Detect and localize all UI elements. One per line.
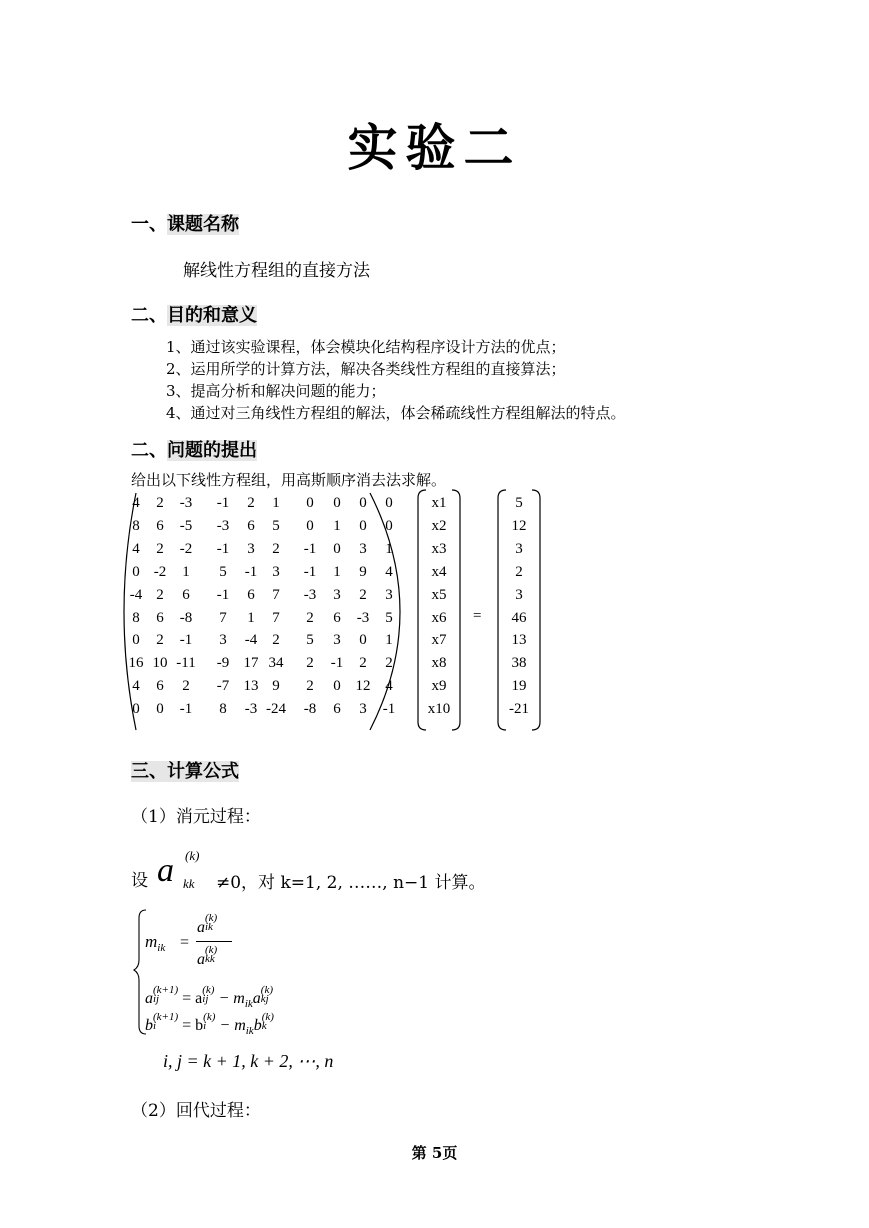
rhs-cell: -21	[509, 701, 529, 718]
matrix-cell: 3	[247, 540, 255, 557]
matrix-cell: 0	[132, 701, 140, 718]
matrix-cell: 3	[359, 701, 367, 718]
rhs-cell: 13	[511, 632, 527, 649]
matrix-cell: 6	[247, 586, 255, 603]
matrix-cell: -8	[303, 701, 317, 718]
step-elimination: （1）消元过程：	[131, 807, 261, 827]
matrix-cell: 4	[132, 495, 140, 511]
rhs-cell: 38	[511, 655, 527, 672]
matrix-cell: -3	[303, 586, 317, 603]
rhs-cell: 3	[515, 540, 523, 557]
rhs-cell: 46	[511, 609, 527, 626]
matrix-cell: 1	[182, 563, 190, 580]
section-heading-formula	[131, 757, 239, 783]
formula-a-update: a (k+1) ij = a (k) ij − $m_{ik}a$ (k) kj	[145, 984, 274, 1010]
unknown-cell: x9	[431, 678, 447, 695]
matrix-cell: -7	[216, 678, 230, 695]
matrix-cell: 6	[247, 517, 255, 534]
condition-a: a	[157, 852, 174, 889]
matrix-cell: 7	[272, 586, 280, 603]
matrix-cell: 3	[333, 586, 341, 603]
matrix-cell: 3	[219, 632, 227, 649]
matrix-cell: 34	[268, 655, 284, 672]
fraction-bar	[196, 941, 232, 942]
rhs-cell: 5	[515, 495, 523, 511]
matrix-cell: 7	[272, 609, 280, 626]
rhs-cell: 19	[511, 678, 527, 695]
unknown-cell: x7	[431, 632, 447, 649]
matrix-cell: -9	[216, 655, 230, 672]
matrix-cell: 0	[306, 517, 314, 534]
matrix-cell: -8	[179, 609, 193, 626]
formula-m: $m_{ik}$	[145, 932, 166, 954]
matrix-cell: -1	[330, 655, 344, 672]
matrix-cell: 6	[156, 678, 164, 695]
matrix-cell: 0	[385, 517, 393, 534]
matrix-cell: -1	[303, 563, 317, 580]
matrix-cell: -1	[216, 586, 230, 603]
matrix-cell: 17	[243, 655, 259, 672]
rhs-cell: 12	[511, 517, 527, 534]
matrix-cell: 9	[272, 678, 280, 695]
matrix-cell: -1	[244, 563, 258, 580]
matrix-cell: 6	[156, 517, 164, 534]
matrix-cell: -5	[179, 517, 193, 534]
matrix-cell: 2	[156, 495, 164, 511]
matrix-cell: 2	[272, 540, 280, 557]
unknown-cell: x4	[431, 563, 447, 580]
section-number: 一、	[131, 214, 167, 235]
matrix-cell: -4	[244, 632, 258, 649]
condition-sub: kk	[183, 876, 195, 891]
matrix-cell: 1	[385, 540, 393, 557]
matrix-cell: 3	[359, 540, 367, 557]
fraction-denominator: a (k) kk	[197, 944, 218, 968]
matrix-cell: 16	[128, 655, 144, 672]
section-title: 目的和意义	[167, 305, 257, 326]
unknown-cell: x2	[431, 517, 447, 534]
matrix-cell: 2	[306, 678, 314, 695]
matrix-cell: 9	[359, 563, 367, 580]
matrix-cell: 4	[385, 563, 393, 580]
matrix-cell: 4	[132, 540, 140, 557]
matrix-cell: 13	[243, 678, 259, 695]
condition-prefix: 设	[131, 871, 148, 891]
condition-text: ≠0，对 k=1, 2, ……, n−1 计算。	[216, 873, 486, 893]
matrix-cell: 8	[132, 609, 140, 626]
matrix-cell: -3	[179, 495, 193, 511]
matrix-cell: 0	[333, 540, 341, 557]
matrix-cell: 10	[152, 655, 168, 672]
matrix-cell: -3	[244, 701, 258, 718]
page-number: 第 5页	[411, 1144, 458, 1162]
matrix-cell: -2	[179, 540, 193, 557]
matrix-cell: 2	[272, 632, 280, 649]
matrix-cell: 2	[359, 586, 367, 603]
matrix-cell: -1	[216, 495, 230, 511]
topic-name: 解线性方程组的直接方法	[183, 261, 370, 281]
matrix-cell: -2	[153, 563, 167, 580]
matrix-cell: -11	[176, 655, 196, 672]
formula-b-update: b (k+1) i = b (k) i − $m_{ik}b$ (k) k	[145, 1011, 274, 1037]
matrix-cell: 0	[132, 632, 140, 649]
formula-equals: =	[180, 934, 190, 951]
matrix-cell: 0	[132, 563, 140, 580]
fraction-numerator: a (k) ik	[197, 912, 218, 936]
matrix-cell: 0	[359, 495, 367, 511]
matrix-cell: 12	[355, 678, 371, 695]
list-item: 1、通过该实验课程，体会模块化结构程序设计方法的优点；	[166, 338, 566, 356]
matrix-cell: 0	[385, 495, 393, 511]
matrix-cell: -1	[216, 540, 230, 557]
matrix-cell: -3	[356, 609, 370, 626]
section-title: 三、计算公式	[131, 761, 239, 782]
index-range: i, j = k + 1, k + 2, ⋯, n	[163, 1051, 334, 1071]
matrix-cell: 1	[333, 563, 341, 580]
matrix-cell: 3	[272, 563, 280, 580]
matrix-cell: 5	[385, 609, 393, 626]
unknown-cell: x3	[431, 540, 447, 557]
unknown-cell: x5	[431, 586, 447, 603]
matrix-cell: 1	[247, 609, 255, 626]
section-title: 课题名称	[167, 214, 239, 235]
rhs-cell: 3	[515, 586, 523, 603]
matrix-cell: 2	[306, 609, 314, 626]
matrix-cell: 3	[385, 586, 393, 603]
condition-sup: (k)	[185, 848, 200, 863]
matrix-cell: 2	[359, 655, 367, 672]
matrix-cell: 8	[132, 517, 140, 534]
step-back-substitution: （2）回代过程：	[131, 1101, 261, 1121]
matrix-cell: -3	[216, 517, 230, 534]
section-number: 二、	[131, 440, 167, 461]
matrix-cell: 1	[272, 495, 280, 511]
unknown-cell: x1	[431, 495, 447, 511]
matrix-cell: 0	[359, 517, 367, 534]
matrix-cell: 6	[333, 609, 341, 626]
matrix-cell: 7	[219, 609, 227, 626]
matrix-cell: 5	[219, 563, 227, 580]
list-item: 2、运用所学的计算方法，解决各类线性方程组的直接算法；	[166, 360, 566, 378]
matrix-cell: 0	[333, 678, 341, 695]
matrix-cell: 0	[333, 495, 341, 511]
matrix-cell: 2	[156, 540, 164, 557]
list-item: 3、提高分析和解决问题的能力；	[166, 382, 386, 400]
matrix-cell: 2	[156, 632, 164, 649]
matrix-cell: 2	[247, 495, 255, 511]
matrix-cell: 4	[385, 678, 393, 695]
page-title: 实验二	[347, 118, 522, 177]
rhs-cell: 2	[515, 563, 523, 580]
problem-intro: 给出以下线性方程组，用高斯顺序消去法求解。	[131, 471, 447, 489]
matrix-cell: 5	[306, 632, 314, 649]
equals-sign: =	[473, 608, 482, 624]
matrix-cell: 0	[156, 701, 164, 718]
matrix-cell: -1	[382, 701, 396, 718]
matrix-cell: 1	[333, 517, 341, 534]
unknown-cell: x6	[431, 609, 447, 626]
matrix-cell: -24	[266, 701, 286, 718]
matrix-cell: 5	[272, 517, 280, 534]
matrix-cell: -1	[179, 701, 193, 718]
matrix-cell: -1	[179, 632, 193, 649]
matrix-cell: 0	[359, 632, 367, 649]
matrix-cell: 2	[306, 655, 314, 672]
matrix-cell: 6	[156, 609, 164, 626]
section-title: 问题的提出	[167, 440, 257, 461]
unknown-cell: x10	[427, 701, 451, 718]
unknown-cell: x8	[431, 655, 447, 672]
matrix-cell: 1	[385, 632, 393, 649]
matrix-cell: 2	[182, 678, 190, 695]
matrix-cell: 0	[306, 495, 314, 511]
list-item: 4、通过对三角线性方程组的解法，体会稀疏线性方程组解法的特点。	[166, 404, 626, 422]
matrix-cell: 8	[219, 701, 227, 718]
matrix-cell: 2	[385, 655, 393, 672]
matrix-cell: 3	[333, 632, 341, 649]
section-number: 二、	[131, 305, 167, 326]
matrix-cell: 4	[132, 678, 140, 695]
matrix-cell: 2	[156, 586, 164, 603]
matrix-cell: 6	[182, 586, 190, 603]
matrix-cell: -4	[129, 586, 143, 603]
matrix-cell: 6	[333, 701, 341, 718]
matrix-cell: -1	[303, 540, 317, 557]
